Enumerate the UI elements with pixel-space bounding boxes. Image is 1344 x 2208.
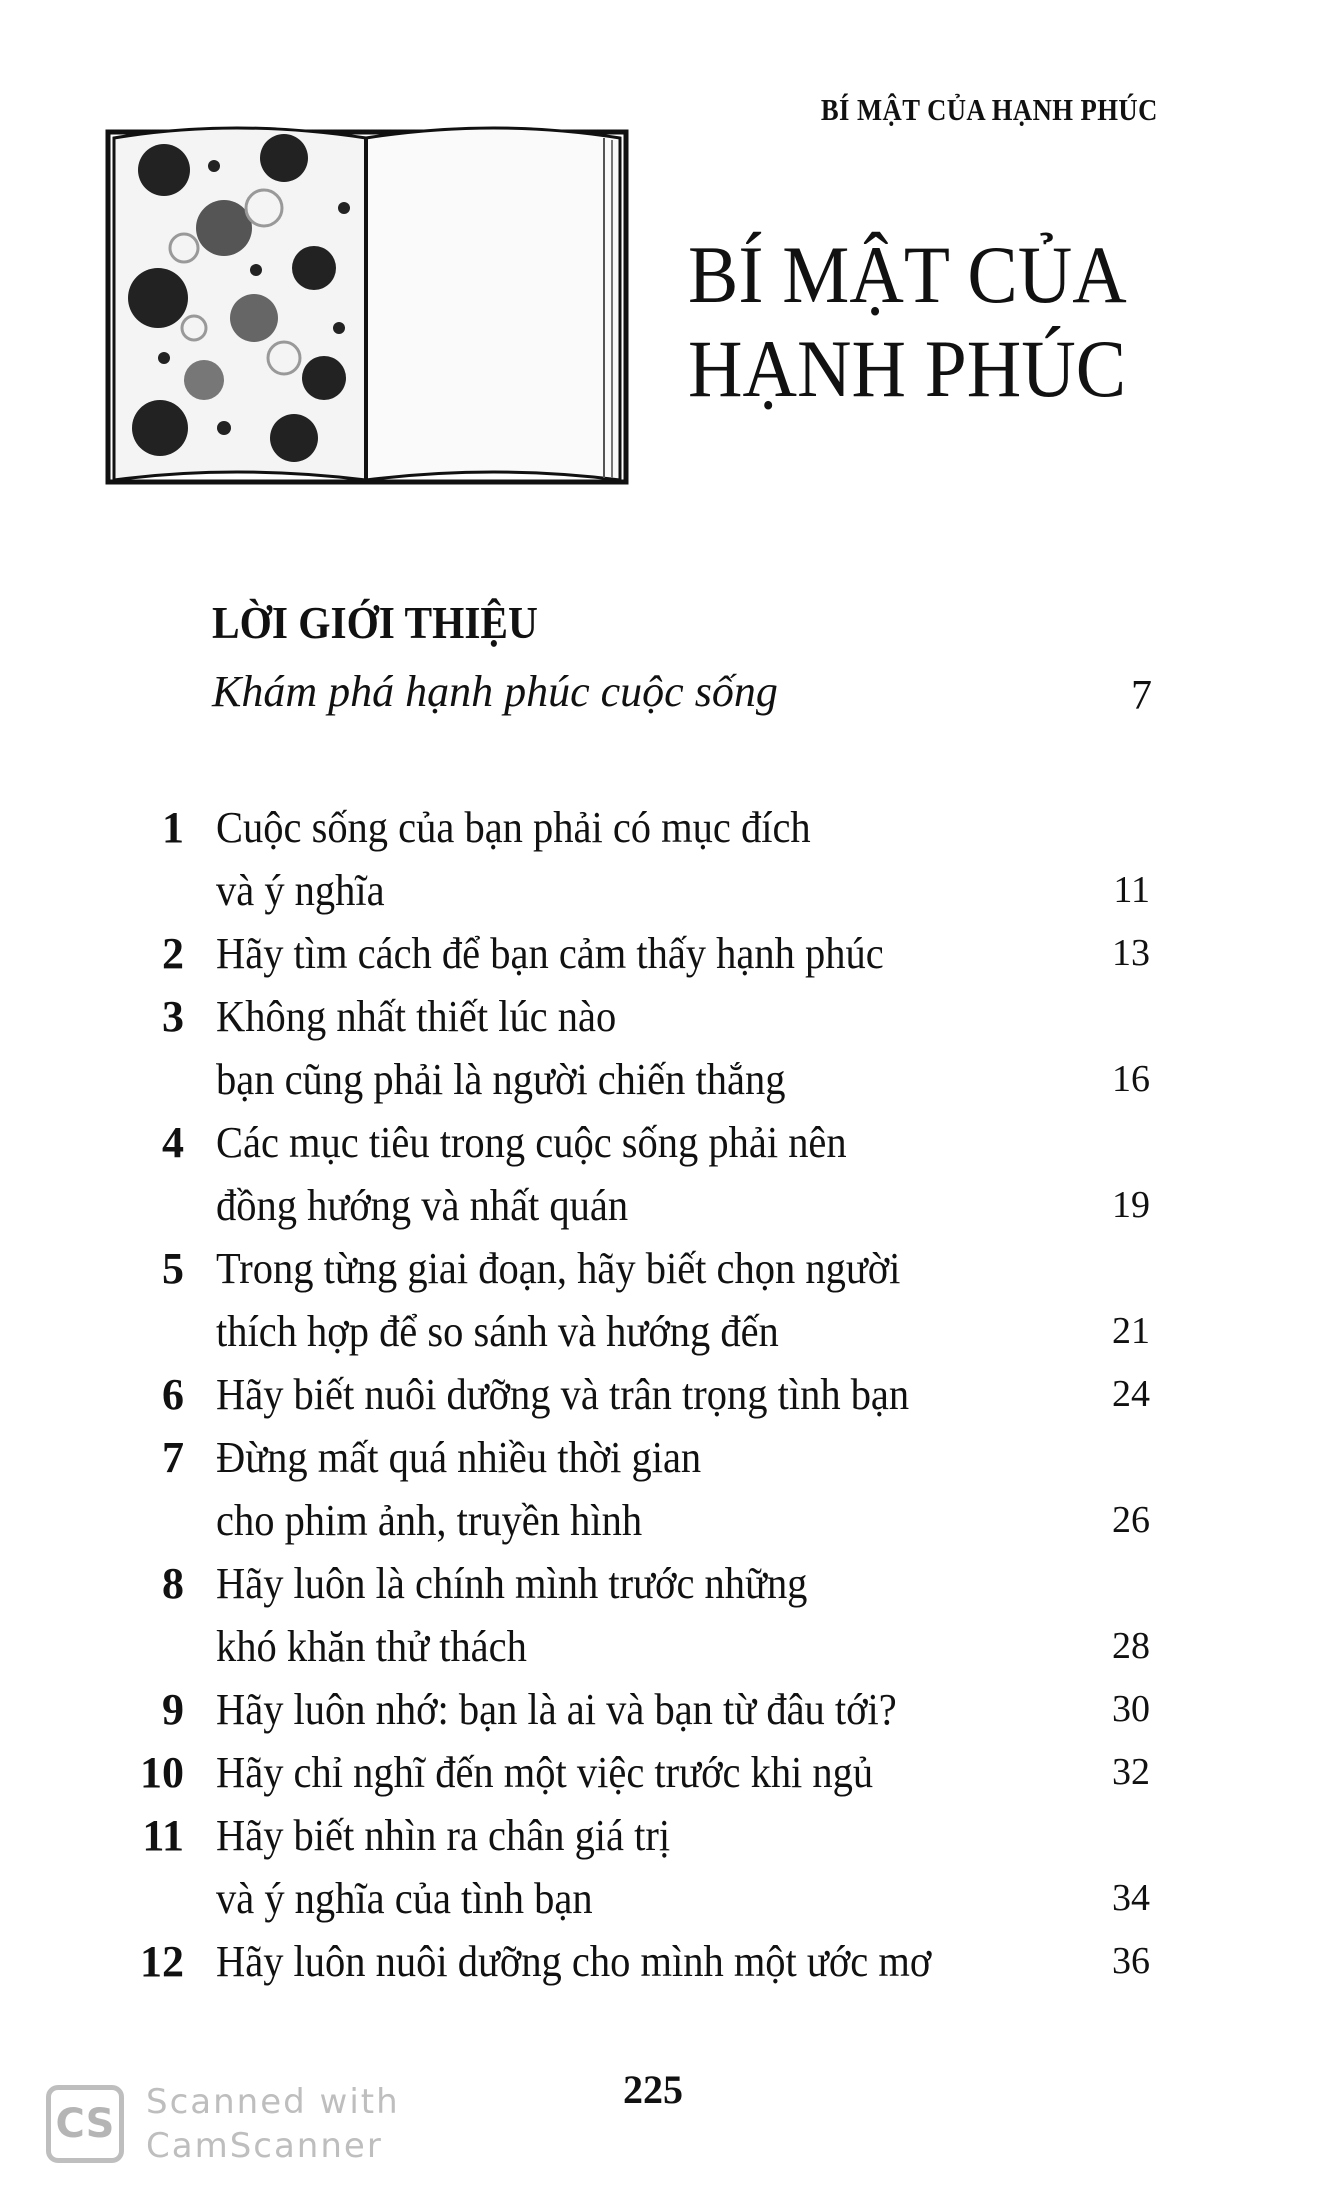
toc-entry-page-number: 28 xyxy=(1112,1625,1150,1667)
intro-subtitle: Khám phá hạnh phúc cuộc sống xyxy=(212,667,778,716)
toc-entry xyxy=(130,1552,1150,1678)
page-number: 225 xyxy=(623,2067,683,2112)
toc-entry-title-line: Trong từng giai đoạn, hãy biết chọn người xyxy=(216,1244,901,1293)
toc-entry-title-line: Hãy luôn là chính mình trước những xyxy=(216,1559,808,1608)
toc-entry-number: 10 xyxy=(140,1748,184,1797)
toc-entry-title-line: cho phim ảnh, truyền hình xyxy=(216,1496,643,1545)
toc-entry-title xyxy=(216,1804,1056,1930)
toc-entry xyxy=(130,1678,1150,1741)
intro-heading: LỜI GIỚI THIỆU xyxy=(212,597,538,648)
toc-entry-title-line: và ý nghĩa của tình bạn xyxy=(216,1874,593,1923)
toc-entry-number: 6 xyxy=(162,1370,184,1419)
toc-entry-number: 4 xyxy=(162,1118,184,1167)
watermark-line-2: CamScanner xyxy=(146,2126,383,2166)
toc-entry xyxy=(130,1804,1150,1930)
toc-entry-title xyxy=(216,922,1056,985)
toc-entry-number: 3 xyxy=(162,992,184,1041)
toc-entry-title-line: bạn cũng phải là người chiến thắng xyxy=(216,1055,786,1104)
toc-entry-title xyxy=(216,1678,1056,1741)
toc-entry-title xyxy=(216,1552,1056,1678)
table-of-contents xyxy=(130,796,1150,1993)
chapter-title xyxy=(688,228,1166,416)
toc-entry-number: 1 xyxy=(162,803,184,852)
toc-entry-page-number: 21 xyxy=(1112,1310,1150,1352)
toc-entry-title-line: Hãy luôn nuôi dưỡng cho mình một ước mơ xyxy=(216,1937,932,1986)
toc-entry-page-number: 30 xyxy=(1112,1688,1150,1730)
running-head: BÍ MẬT CỦA HẠNH PHÚC xyxy=(821,92,1158,127)
toc-entry-title xyxy=(216,1741,1056,1804)
toc-entry-title-line: Hãy biết nuôi dưỡng và trân trọng tình bạn xyxy=(216,1370,910,1419)
toc-entry-title xyxy=(216,985,1056,1111)
intro-page-number: 7 xyxy=(1131,673,1152,719)
book-illustration xyxy=(104,118,630,488)
toc-entry xyxy=(130,796,1150,922)
toc-entry-number: 7 xyxy=(162,1433,184,1482)
toc-entry-number: 5 xyxy=(162,1244,184,1293)
toc-entry xyxy=(130,985,1150,1111)
toc-entry-title-line: và ý nghĩa xyxy=(216,866,385,915)
toc-entry-title-line: Đừng mất quá nhiều thời gian xyxy=(216,1433,702,1482)
toc-entry-title-line: Hãy chỉ nghĩ đến một việc trước khi ngủ xyxy=(216,1748,874,1797)
toc-entry-page-number: 32 xyxy=(1112,1751,1150,1793)
toc-entry-title xyxy=(216,1111,1056,1237)
toc-entry-page-number: 24 xyxy=(1112,1373,1150,1415)
toc-entry-page-number: 34 xyxy=(1112,1877,1150,1919)
toc-entry-number: 12 xyxy=(140,1937,184,1986)
toc-entry-title-line: Không nhất thiết lúc nào xyxy=(216,992,617,1041)
toc-entry-title-line: Hãy tìm cách để bạn cảm thấy hạnh phúc xyxy=(216,929,884,978)
camscanner-logo-icon: CS xyxy=(46,2085,124,2163)
toc-entry-number: 9 xyxy=(162,1685,184,1734)
toc-entry-title xyxy=(216,1426,1056,1552)
toc-entry-title xyxy=(216,1363,1056,1426)
toc-entry xyxy=(130,922,1150,985)
toc-entry-page-number: 16 xyxy=(1112,1058,1150,1100)
toc-entry-number: 8 xyxy=(162,1559,184,1608)
toc-entry-page-number: 11 xyxy=(1113,869,1150,911)
watermark-text xyxy=(146,2080,400,2168)
toc-entry xyxy=(130,1363,1150,1426)
toc-entry xyxy=(130,1930,1150,1993)
toc-entry-title-line: khó khăn thử thách xyxy=(216,1622,527,1671)
chapter-title-line-1: BÍ MẬT CỦA xyxy=(688,229,1127,320)
toc-entry-page-number: 26 xyxy=(1112,1499,1150,1541)
toc-entry-title xyxy=(216,1930,1056,1993)
toc-entry-title xyxy=(216,796,1056,922)
toc-entry-page-number: 36 xyxy=(1112,1940,1150,1982)
intro-entry xyxy=(212,666,1152,726)
toc-entry-title-line: Cuộc sống của bạn phải có mục đích xyxy=(216,803,811,852)
toc-entry-title-line: Các mục tiêu trong cuộc sống phải nên xyxy=(216,1118,847,1167)
camscanner-watermark xyxy=(46,2080,400,2168)
toc-entry-page-number: 19 xyxy=(1112,1184,1150,1226)
toc-entry-title-line: thích hợp để so sánh và hướng đến xyxy=(216,1307,779,1356)
toc-entry-title-line: Hãy luôn nhớ: bạn là ai và bạn từ đâu tới? xyxy=(216,1685,897,1734)
toc-entry xyxy=(130,1426,1150,1552)
toc-entry-title-line: Hãy biết nhìn ra chân giá trị xyxy=(216,1811,671,1860)
toc-entry-number: 2 xyxy=(162,929,184,978)
toc-entry-number: 11 xyxy=(142,1811,184,1860)
toc-entry-page-number: 13 xyxy=(1112,932,1150,974)
toc-entry xyxy=(130,1111,1150,1237)
toc-entry xyxy=(130,1741,1150,1804)
watermark-line-1: Scanned with xyxy=(146,2082,400,2122)
toc-entry-title-line: đồng hướng và nhất quán xyxy=(216,1181,629,1230)
toc-entry xyxy=(130,1237,1150,1363)
chapter-title-line-2: HẠNH PHÚC xyxy=(688,323,1127,414)
toc-entry-title xyxy=(216,1237,1056,1363)
